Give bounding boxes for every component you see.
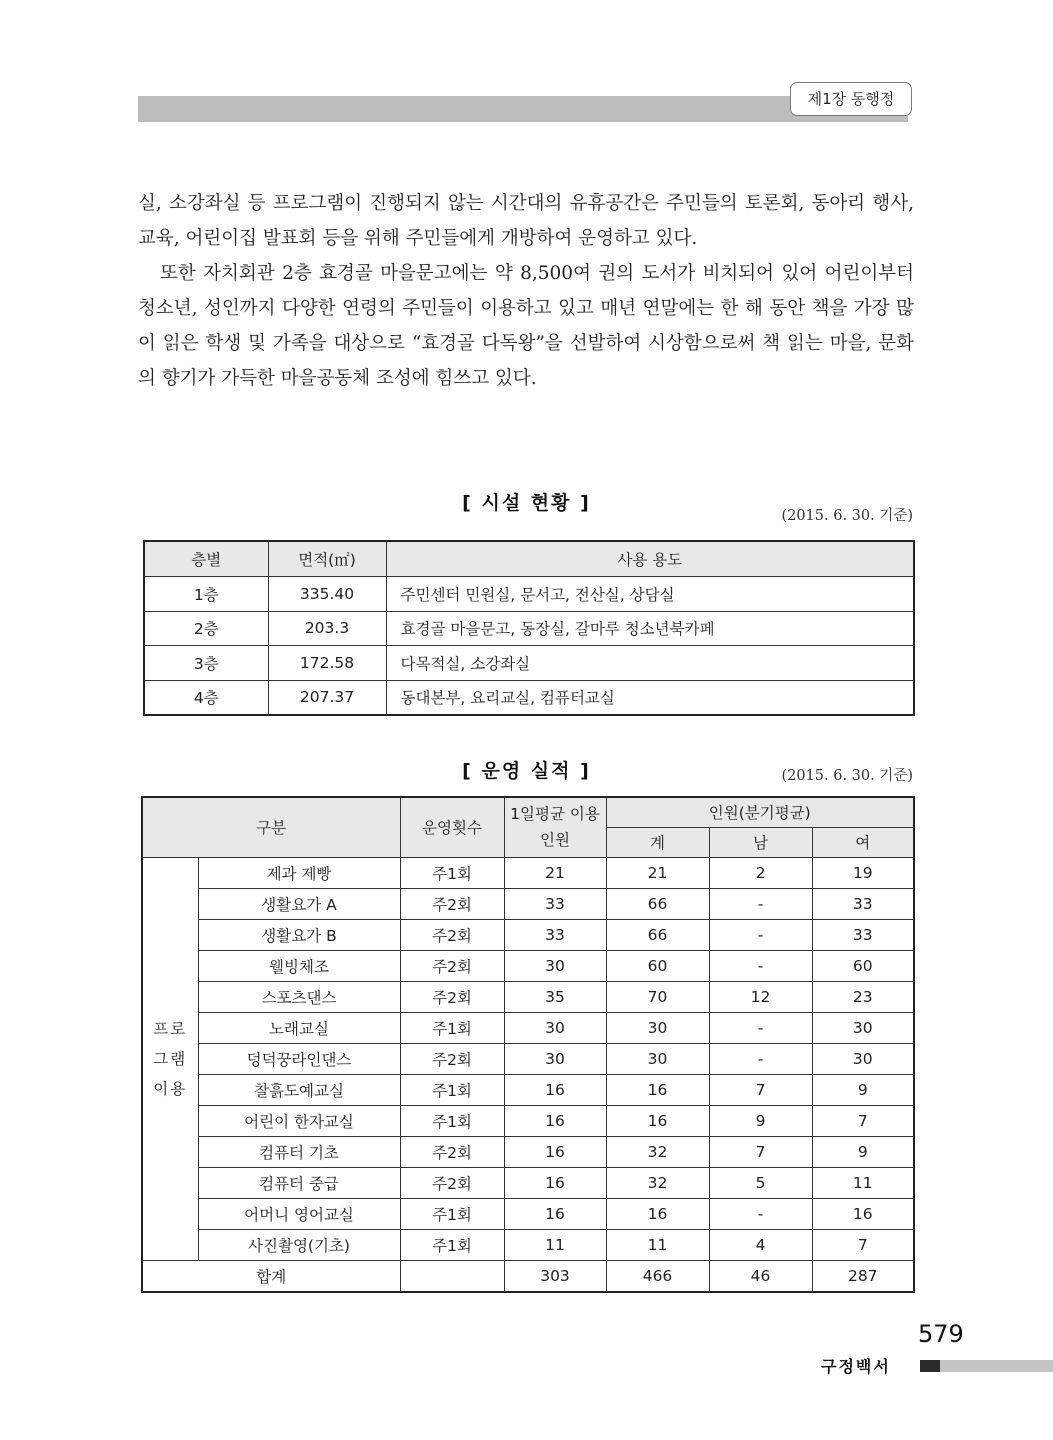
table-row (142, 857, 914, 888)
ops-male-cell: - (709, 1012, 812, 1043)
ops-total-cell: 30 (606, 1043, 709, 1074)
ops-total-label: 합계 (142, 1260, 400, 1292)
ops-male-cell: - (709, 1043, 812, 1074)
table-row (142, 950, 914, 981)
ops-male-cell: 4 (709, 1229, 812, 1260)
ops-group-label: 프로 그램 이용 (142, 857, 198, 1260)
ops-count-cell: 주1회 (400, 1198, 504, 1229)
ops-female-cell: 7 (812, 1229, 914, 1260)
ops-male-cell: 7 (709, 1074, 812, 1105)
ops-program-cell: 생활요가 A (198, 888, 400, 919)
footer-bar-light (940, 1360, 1053, 1372)
operations-table (141, 796, 915, 1293)
table-row (142, 1229, 914, 1260)
ops-daily-cell: 16 (504, 1074, 606, 1105)
facility-usage-cell: 주민센터 민원실, 문서고, 전산실, 상담실 (386, 577, 914, 612)
ops-male-cell: - (709, 888, 812, 919)
ops-daily-cell: 16 (504, 1167, 606, 1198)
ops-count-cell: 주1회 (400, 857, 504, 888)
ops-daily-cell: 35 (504, 981, 606, 1012)
facility-row (144, 680, 914, 715)
ops-header-people-group: 인원(분기평균) (606, 797, 914, 827)
ops-female-cell: 19 (812, 857, 914, 888)
table-row (142, 1012, 914, 1043)
ops-total-cell: 32 (606, 1136, 709, 1167)
ops-count-cell: 주2회 (400, 981, 504, 1012)
ops-daily-cell: 30 (504, 1043, 606, 1074)
ops-female-cell: 30 (812, 1043, 914, 1074)
ops-daily-cell: 33 (504, 919, 606, 950)
ops-header-male: 남 (709, 827, 812, 857)
operations-basis: (2015. 6. 30. 기준) (781, 768, 913, 784)
ops-count-cell: 주2회 (400, 950, 504, 981)
facility-floor-cell: 4층 (144, 680, 268, 715)
total-row (142, 1260, 914, 1292)
facility-usage-cell: 효경골 마을문고, 동장실, 갈마루 청소년북카페 (386, 611, 914, 646)
ops-total-sum: 466 (606, 1260, 709, 1292)
facility-title: [ 시설 현황 ] (462, 492, 591, 514)
table-row (142, 919, 914, 950)
ops-program-cell: 스포츠댄스 (198, 981, 400, 1012)
ops-male-cell: 5 (709, 1167, 812, 1198)
ops-male-cell: 9 (709, 1105, 812, 1136)
ops-daily-cell: 11 (504, 1229, 606, 1260)
ops-total-cell: 60 (606, 950, 709, 981)
ops-count-cell: 주1회 (400, 1229, 504, 1260)
ops-male-cell: - (709, 1198, 812, 1229)
ops-program-cell: 찰흙도예교실 (198, 1074, 400, 1105)
paragraph-2: 또한 자치회관 2층 효경골 마을문고에는 약 8,500여 권의 도서가 비치되어 있어 어린이부터 청소년, 성인까지 다양한 연령의 주민들이 이용하고 있고 매년 연말에는 한 해 동안 책을 가장 많이 읽은 학생 및 가족을 대상으로 “효경골 다독왕”을 선발하여 시상함으로써 책 읽는 마을, 문화의 향기가 가득한 마을공동체 조성에 힘쓰고 있다. (138, 263, 914, 389)
ops-female-cell: 33 (812, 888, 914, 919)
ops-total-female: 287 (812, 1260, 914, 1292)
table-row (142, 1167, 914, 1198)
chapter-tab: 제1장 동행정 (790, 82, 912, 116)
ops-header-female: 여 (812, 827, 914, 857)
facility-header-floor: 층별 (144, 541, 268, 577)
ops-program-cell: 어머니 영어교실 (198, 1198, 400, 1229)
book-title: 구정백서 (821, 1357, 891, 1376)
ops-total-cell: 30 (606, 1012, 709, 1043)
facility-row (144, 577, 914, 612)
table-row (142, 1043, 914, 1074)
ops-female-cell: 60 (812, 950, 914, 981)
page-number: 579 (918, 1320, 964, 1348)
ops-program-cell: 컴퓨터 기초 (198, 1136, 400, 1167)
ops-daily-cell: 21 (504, 857, 606, 888)
ops-program-cell: 제과 제빵 (198, 857, 400, 888)
ops-male-cell: 12 (709, 981, 812, 1012)
facility-area-cell: 203.3 (268, 611, 386, 646)
ops-program-cell: 사진촬영(기초) (198, 1229, 400, 1260)
ops-daily-cell: 33 (504, 888, 606, 919)
ops-count-cell: 주2회 (400, 1043, 504, 1074)
ops-daily-cell: 16 (504, 1198, 606, 1229)
ops-program-cell: 웰빙체조 (198, 950, 400, 981)
ops-program-cell: 컴퓨터 중급 (198, 1167, 400, 1198)
ops-daily-cell: 30 (504, 1012, 606, 1043)
facility-area-cell: 207.37 (268, 680, 386, 715)
facility-floor-cell: 2층 (144, 611, 268, 646)
facility-usage-cell: 동대본부, 요리교실, 컴퓨터교실 (386, 680, 914, 715)
ops-female-cell: 7 (812, 1105, 914, 1136)
ops-header-count: 운영횟수 (400, 797, 504, 857)
ops-count-cell: 주2회 (400, 1167, 504, 1198)
ops-count-cell: 주1회 (400, 1074, 504, 1105)
facility-header-usage: 사용 용도 (386, 541, 914, 577)
ops-female-cell: 9 (812, 1136, 914, 1167)
facility-row (144, 646, 914, 681)
ops-program-cell: 어린이 한자교실 (198, 1105, 400, 1136)
ops-program-cell: 덩덕꿍라인댄스 (198, 1043, 400, 1074)
facility-floor-cell: 1층 (144, 577, 268, 612)
ops-male-cell: 7 (709, 1136, 812, 1167)
ops-female-cell: 30 (812, 1012, 914, 1043)
ops-total-cell: 16 (606, 1074, 709, 1105)
body-text (138, 186, 914, 396)
facility-usage-cell: 다목적실, 소강좌실 (386, 646, 914, 681)
table-row (142, 888, 914, 919)
ops-program-cell: 노래교실 (198, 1012, 400, 1043)
ops-header-daily-avg: 1일평균 이용인원 (504, 797, 606, 857)
ops-count-cell: 주2회 (400, 919, 504, 950)
facility-table (143, 540, 915, 716)
ops-total-cell: 70 (606, 981, 709, 1012)
table-row (142, 1198, 914, 1229)
ops-daily-cell: 30 (504, 950, 606, 981)
ops-total-cell: 16 (606, 1198, 709, 1229)
ops-male-cell: - (709, 919, 812, 950)
facility-basis: (2015. 6. 30. 기준) (781, 508, 913, 524)
ops-total-cell: 66 (606, 888, 709, 919)
facility-area-cell: 335.40 (268, 577, 386, 612)
ops-female-cell: 23 (812, 981, 914, 1012)
ops-total-cell: 66 (606, 919, 709, 950)
ops-female-cell: 33 (812, 919, 914, 950)
ops-total-cell: 16 (606, 1105, 709, 1136)
ops-total-cell: 11 (606, 1229, 709, 1260)
footer-bar-dark (920, 1360, 940, 1372)
ops-total-daily: 303 (504, 1260, 606, 1292)
ops-male-cell: - (709, 950, 812, 981)
ops-header-total: 계 (606, 827, 709, 857)
ops-count-cell: 주2회 (400, 888, 504, 919)
ops-total-count (400, 1260, 504, 1292)
table-row (142, 1105, 914, 1136)
ops-program-cell: 생활요가 B (198, 919, 400, 950)
facility-header-area: 면적(㎡) (268, 541, 386, 577)
table-row (142, 981, 914, 1012)
ops-count-cell: 주1회 (400, 1012, 504, 1043)
ops-female-cell: 16 (812, 1198, 914, 1229)
ops-daily-cell: 16 (504, 1105, 606, 1136)
table-row (142, 1136, 914, 1167)
operations-title: [ 운영 실적 ] (462, 760, 591, 782)
ops-total-cell: 32 (606, 1167, 709, 1198)
facility-floor-cell: 3층 (144, 646, 268, 681)
facility-area-cell: 172.58 (268, 646, 386, 681)
ops-count-cell: 주1회 (400, 1105, 504, 1136)
ops-male-cell: 2 (709, 857, 812, 888)
ops-total-male: 46 (709, 1260, 812, 1292)
ops-header-category: 구분 (142, 797, 400, 857)
paragraph-1: 실, 소강좌실 등 프로그램이 진행되지 않는 시간대의 유휴공간은 주민들의 토론회, 동아리 행사, 교육, 어린이집 발표회 등을 위해 주민들에게 개방하여 운영하고 있다. (138, 193, 914, 249)
ops-female-cell: 11 (812, 1167, 914, 1198)
facility-row (144, 611, 914, 646)
ops-total-cell: 21 (606, 857, 709, 888)
ops-female-cell: 9 (812, 1074, 914, 1105)
table-row (142, 1074, 914, 1105)
ops-count-cell: 주2회 (400, 1136, 504, 1167)
ops-daily-cell: 16 (504, 1136, 606, 1167)
